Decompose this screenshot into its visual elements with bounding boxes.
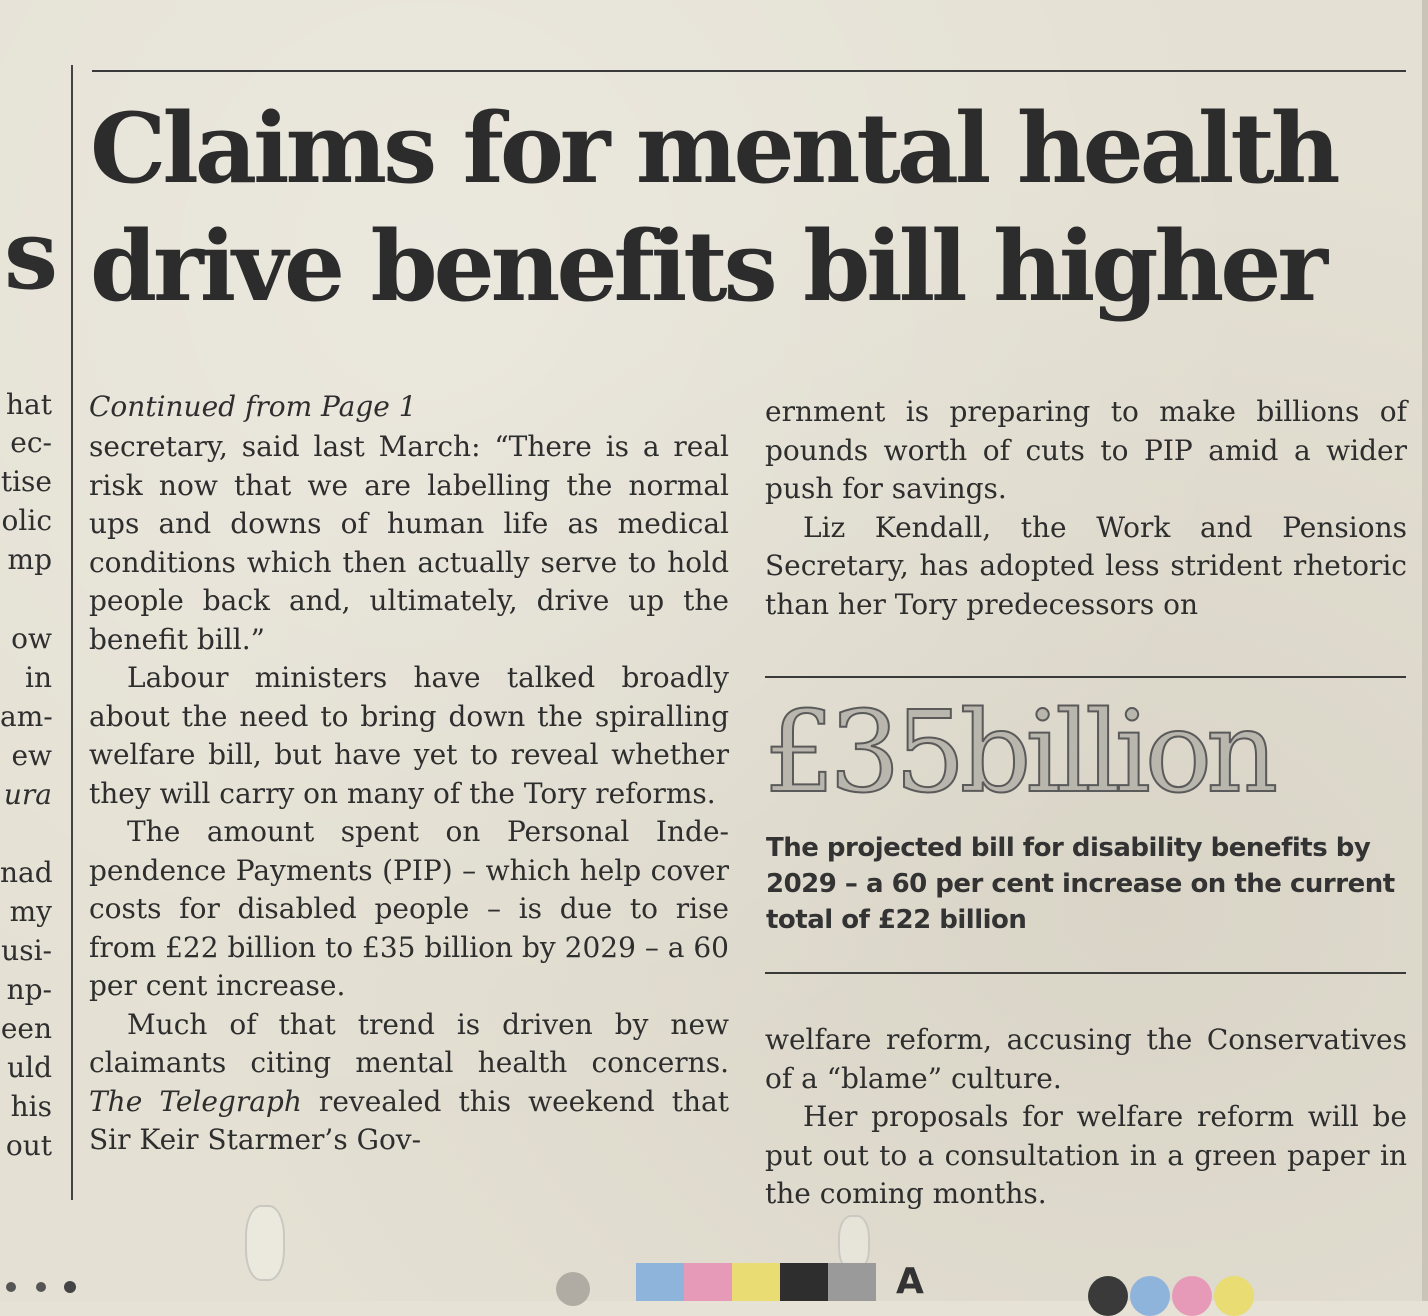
paragraph: The amount spent on Personal Independence Payments (PIP) – which help cover costs for disabled people – is due to rise from £22 billion to £35 billion by 2029 – a 60 per cent increase. [89, 815, 729, 1002]
text-fragment: am- [0, 700, 53, 733]
registration-letter: A [896, 1261, 924, 1302]
color-swatch [732, 1263, 780, 1301]
headline-line-2: drive benefits bill higher [90, 210, 1324, 323]
text-fragment: np- [6, 973, 52, 1006]
text-fragment: nad [0, 856, 53, 889]
registration-dot [36, 1282, 46, 1292]
paragraph: Labour ministers have talked broadly about the need to bring down the spiralling welfare bill, but have yet to reveal whether they will carry on many of the Tory reforms. [89, 661, 729, 810]
text-fragment: ow [11, 622, 52, 655]
text-fragment: my [9, 895, 52, 928]
paragraph: Her proposals for welfare reform will be put out to a consultation in a green paper in the coming months. [765, 1100, 1407, 1210]
headline-line-1: Claims for mental health [90, 92, 1337, 205]
registration-dot [1172, 1276, 1212, 1316]
paragraph-text: Much of that trend is driven by new claimants citing mental health concerns. [89, 1007, 729, 1079]
page-edge [1422, 0, 1428, 1301]
adjacent-headline-fragment: s [3, 198, 56, 311]
text-fragment: een [0, 1012, 52, 1045]
column-rule [71, 65, 73, 1200]
paragraph [89, 1006, 729, 1160]
pull-quote-caption: The projected bill for disability benefits by 2029 – a 60 per cent increase on the current total of £22 billion [766, 833, 1395, 935]
pull-quote-bottom-rule [765, 972, 1406, 974]
color-registration-bar [636, 1263, 876, 1301]
text-fragment: in [25, 661, 52, 694]
text-fragment: mp [7, 543, 52, 576]
text-fragment: out [5, 1129, 52, 1162]
paragraph: welfare reform, accusing the Conservatives of a “blame” culture. [765, 1023, 1407, 1095]
paragraph: Liz Kendall, the Work and Pensions Secretary, has adopted less strident rhetoric than her Tory predecessors on [765, 510, 1407, 621]
paragraph: secretary, said last March: “There is a real risk now that we are labelling the normal ups and downs of human life as medical conditions which then actually serve to hold people back and, ultimately, drive up the benefit bill.” [89, 430, 729, 656]
headline [90, 90, 1390, 326]
registration-dot [1088, 1276, 1128, 1316]
color-swatch [780, 1263, 828, 1301]
paragraph-text: revealed this weekend that Sir Keir Starmer’s Gov- [89, 1084, 729, 1156]
continued-from-label: Continued from Page 1 [89, 390, 417, 423]
registration-dot [64, 1281, 76, 1293]
publication-name: The Telegraph [89, 1084, 302, 1118]
color-swatch [828, 1263, 876, 1301]
paragraph: ernment is preparing to make billions of pounds worth of cuts to PIP amid a wider push for savings. [765, 395, 1407, 505]
color-swatch [684, 1263, 732, 1301]
adjacent-story-column [0, 0, 56, 1301]
registration-dot [6, 1282, 16, 1292]
pull-quote-top-rule [765, 676, 1406, 678]
text-fragment: hat [6, 388, 52, 421]
article-column-2-top [765, 393, 1407, 624]
pull-quote-figure: £35billion [764, 688, 1273, 818]
text-fragment: olic [1, 504, 52, 537]
article-column-2-bottom [765, 1021, 1407, 1214]
registration-dot [1214, 1276, 1254, 1316]
text-fragment: ew [11, 739, 52, 772]
text-fragment: ec- [10, 426, 52, 459]
text-fragment: tise [0, 465, 52, 498]
color-swatch [636, 1263, 684, 1301]
text-fragment: usi- [1, 934, 52, 967]
text-fragment: his [10, 1090, 52, 1123]
paper-crease [245, 1205, 285, 1281]
article-column-1 [89, 388, 729, 1160]
text-fragment: uld [7, 1051, 52, 1084]
registration-dot [1130, 1276, 1170, 1316]
top-rule [92, 70, 1406, 72]
text-fragment: ura [3, 778, 52, 811]
